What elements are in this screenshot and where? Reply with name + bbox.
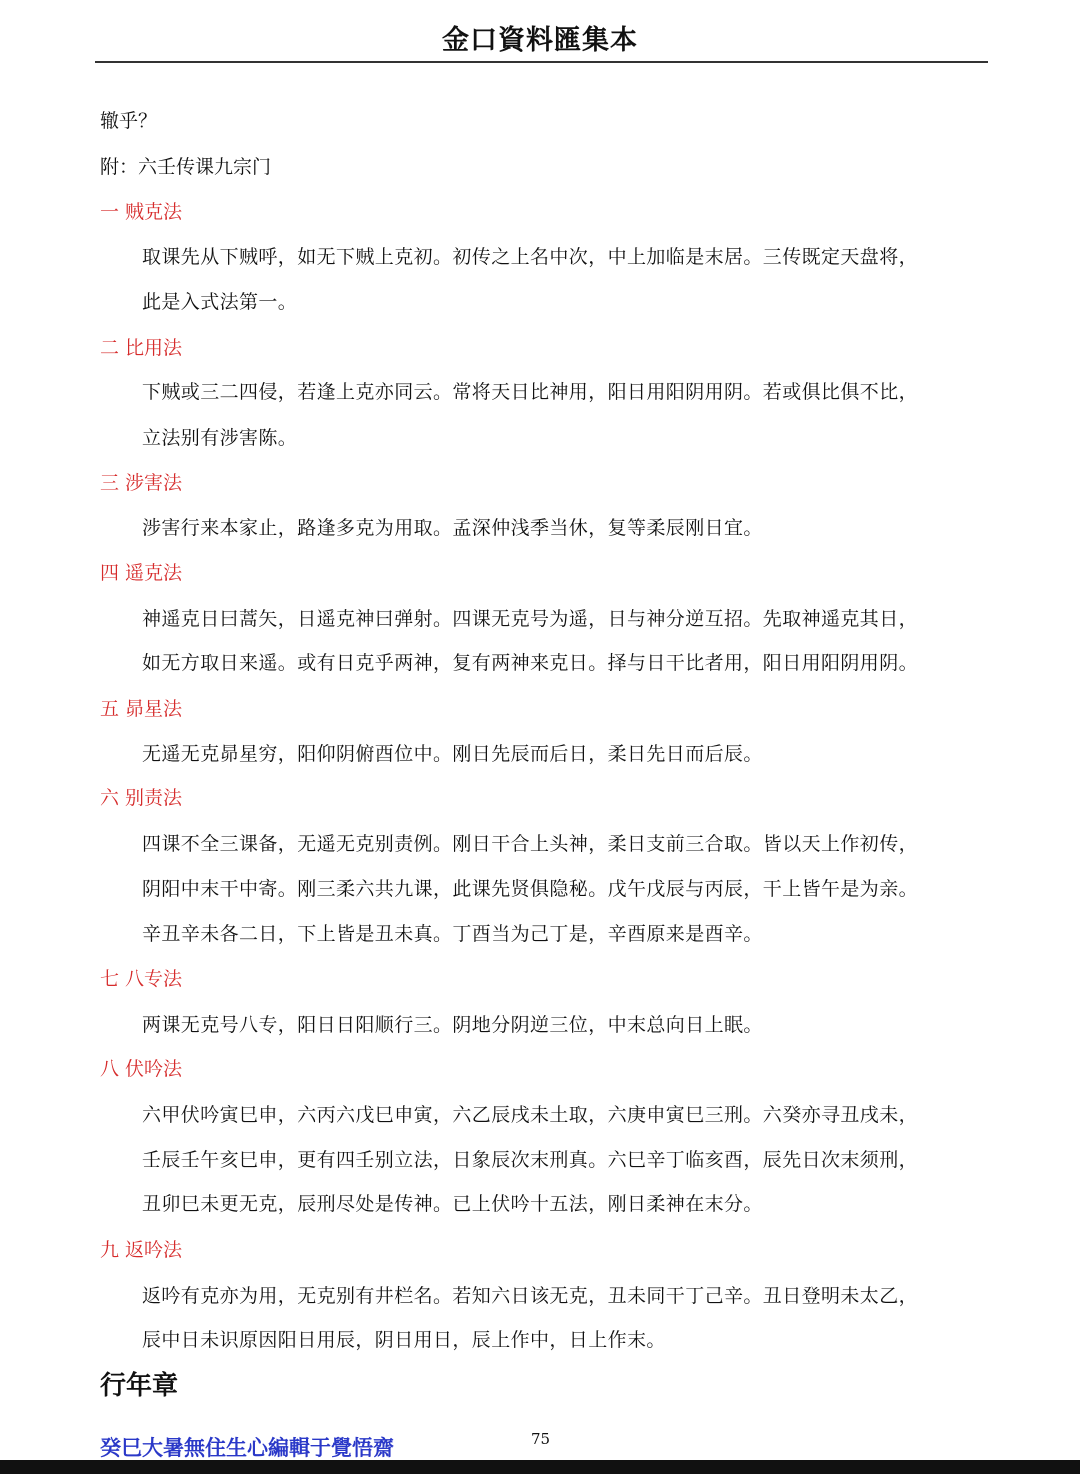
chapter-heading: 行年章: [100, 1371, 179, 1401]
section-9-line-2: 辰中日未识原因阳日用辰，阴日用日，辰上作中，日上作末。: [142, 1329, 666, 1351]
section-9-line-1: 返吟有克亦为用，无克别有井栏名。若知六日该无克，丑未同干丁己辛。丑日登明未太乙，: [142, 1285, 919, 1307]
intro-text: 辙乎？: [100, 110, 158, 132]
section-heading-6: 六 别责法: [100, 787, 183, 809]
section-8-line-1: 六甲伏吟寅巳申，六丙六戊巳申寅，六乙辰戌未土取，六庚申寅巳三刑。六癸亦寻丑戌未，: [142, 1104, 919, 1126]
page-number: 75: [531, 1430, 551, 1448]
section-2-line-2: 立法别有涉害陈。: [142, 427, 298, 449]
section-heading-4: 四 遥克法: [100, 562, 183, 584]
section-heading-5: 五 昴星法: [100, 698, 183, 720]
bottom-edge-bar: [0, 1460, 1080, 1474]
section-heading-9: 九 返吟法: [100, 1239, 183, 1261]
section-1-line-1: 取课先从下贼呼，如无下贼上克初。初传之上名中次，中上加临是末居。三传既定天盘将，: [142, 246, 919, 268]
section-7-line-1: 两课无克号八专，阳日日阳顺行三。阴地分阴逆三位，中末总向日上眠。: [142, 1014, 763, 1036]
section-4-line-1: 神遥克日曰蒿矢，日遥克神曰弹射。四课无克号为遥，日与神分逆互招。先取神遥克其日，: [142, 608, 919, 630]
appendix-title: 附：六壬传课九宗门: [100, 156, 272, 178]
section-heading-2: 二 比用法: [100, 337, 183, 359]
section-1-line-2: 此是入式法第一。: [142, 291, 298, 313]
section-heading-8: 八 伏吟法: [100, 1058, 183, 1080]
section-heading-1: 一 贼克法: [100, 201, 183, 223]
header-divider: [95, 61, 988, 63]
section-heading-3: 三 涉害法: [100, 472, 183, 494]
section-8-line-3: 丑卯巳未更无克，辰刑尽处是传神。已上伏吟十五法，刚日柔神在末分。: [142, 1193, 763, 1215]
section-4-line-2: 如无方取日来遥。或有日克乎两神，复有两神来克日。择与日干比者用，阳日用阳阴用阴。: [142, 652, 919, 674]
section-8-line-2: 壬辰壬午亥巳申，更有四壬别立法，日象辰次末刑真。六巳辛丁临亥酉，辰先日次末须刑，: [142, 1149, 919, 1171]
section-5-line-1: 无遥无克昴星穷，阳仰阴俯酉位中。刚日先辰而后日，柔日先日而后辰。: [142, 743, 763, 765]
section-2-line-1: 下贼或三二四侵，若逢上克亦同云。常将天日比神用，阳日用阳阴用阴。若或俱比俱不比，: [142, 381, 919, 403]
footer-editor-note: 癸巳大暑無住生心編輯于覺悟齋: [100, 1436, 394, 1460]
section-6-line-1: 四课不全三课备，无遥无克别责例。刚日干合上头神，柔日支前三合取。皆以天上作初传，: [142, 833, 919, 855]
page-header-title: 金口資料匯集本: [442, 25, 638, 56]
section-3-line-1: 涉害行来本家止，路逢多克为用取。孟深仲浅季当休，复等柔辰刚日宜。: [142, 517, 763, 539]
section-heading-7: 七 八专法: [100, 968, 183, 990]
section-6-line-2: 阴阳中末干中寄。刚三柔六共九课，此课先贤俱隐秘。戊午戊辰与丙辰，干上皆午是为亲。: [142, 878, 919, 900]
section-6-line-3: 辛丑辛未各二日，下上皆是丑未真。丁酉当为己丁是，辛酉原来是酉辛。: [142, 923, 763, 945]
